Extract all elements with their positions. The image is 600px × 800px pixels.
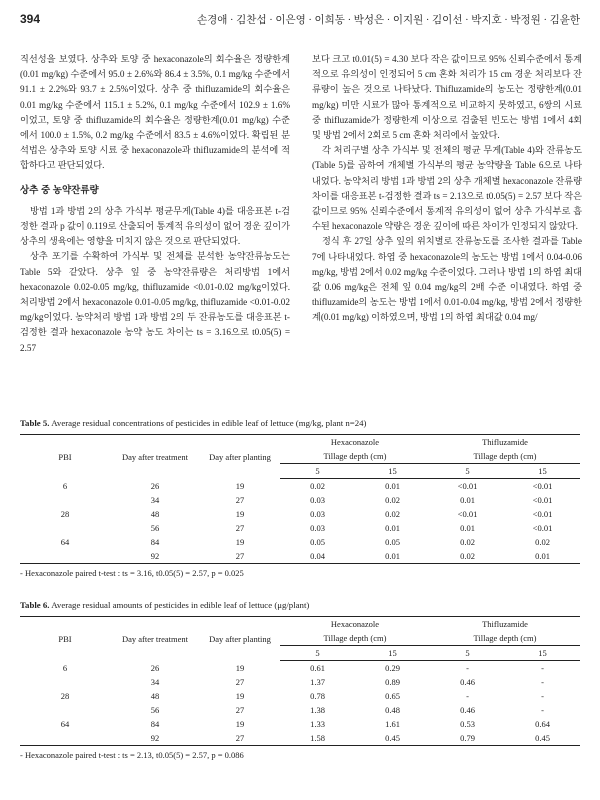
cell-hexa-5: 1.37 [310, 677, 325, 687]
cell-thif-5: 0.02 [460, 537, 475, 547]
header-tillage-depth: Tillage depth (cm) [280, 631, 430, 646]
cell-thif-5: 0.46 [460, 705, 475, 715]
cell-dap: 27 [235, 523, 245, 533]
cell-hexa-5: 0.04 [280, 549, 355, 564]
cell-hexa-5: 0.61 [310, 663, 325, 673]
cell-dat: 84 [150, 719, 160, 729]
header-depth-15: 15 [505, 646, 580, 661]
table6 [20, 616, 580, 746]
cell-thif-15: - [541, 663, 544, 673]
cell-dat: 26 [150, 480, 160, 491]
cell-dap: 27 [235, 677, 245, 687]
header-thifluzamide: Thifluzamide [430, 617, 580, 632]
cell-dap: 19 [235, 480, 245, 491]
cell-thif-15: - [541, 705, 544, 715]
cell-pbi: 28 [60, 509, 70, 519]
cell-pbi: 6 [62, 480, 68, 491]
section-heading: 상추 중 농약잔류량 [20, 184, 99, 196]
header-depth-15: 15 [355, 464, 430, 479]
header-day-after-planting: Day after planting [200, 617, 280, 661]
cell-dap: 19 [235, 719, 245, 729]
cell-hexa-5: 1.58 [280, 731, 355, 746]
cell-dat: 34 [150, 495, 160, 505]
table6-footnote: - Hexaconazole paired t-test : ts = 2.13, t0.05(5) = 2.57, p = 0.086 [20, 750, 244, 760]
cell-pbi [20, 675, 110, 689]
cell-thif-15: 0.64 [535, 719, 550, 729]
paragraph: 방법 1과 방법 2의 상추 가식부 평균무게(Table 4)를 대응표본 t-검정한 결과 p 값이 0.119로 산출되어 통계적 유의성이 없어 경운 깊이가 상추의 생육에는 영향을 미치지 않은 것으로 판단되었다. [20, 205, 290, 247]
header-depth-5: 5 [280, 646, 355, 661]
cell-dat: 92 [110, 731, 200, 746]
header-depth-5: 5 [430, 646, 505, 661]
cell-pbi: 6 [62, 662, 68, 673]
cell-hexa-15: 0.01 [355, 549, 430, 564]
table5-label: Table 5. [20, 418, 50, 428]
header-depth-15: 15 [505, 464, 580, 479]
cell-hexa-5: 1.38 [310, 705, 325, 715]
table5 [20, 434, 580, 564]
paragraph: 정식 후 27일 상추 잎의 위치별로 잔류농도를 조사한 결과를 Table 7에 나타내었다. 하엽 중 hexaconazole의 농도는 방법 1에서 0.04-0.06 mg/kg, 방법 2에서 0.02 mg/kg 수준이었다. 그러나 방법 1의 하엽 최대값 0.06 mg/kg은 전체 잎 0.04 mg/kg의 2배 수준 이내였다. 하엽 중 thifluzamide의 농도는 방법 1에서 0.01-0.04 mg/kg, 방법 2에서 정량한계(0.01 mg/kg) 이하였으며, 방법 1의 하엽 최대값 0.04 mg/ [312, 236, 582, 323]
header-hexaconazole: Hexaconazole [280, 617, 430, 632]
cell-dap: 27 [200, 549, 280, 564]
header-pbi: PBI [20, 617, 110, 661]
cell-dat: 26 [150, 662, 160, 673]
cell-dap: 27 [235, 705, 245, 715]
table6-caption [20, 600, 309, 610]
cell-dap: 27 [235, 495, 245, 505]
header-thifluzamide: Thifluzamide [430, 435, 580, 450]
header-pbi: PBI [20, 435, 110, 479]
cell-thif-15: - [541, 691, 544, 701]
cell-pbi: 64 [60, 719, 70, 729]
cell-hexa-5: 0.02 [310, 481, 325, 491]
cell-hexa-5: 1.33 [310, 719, 325, 729]
cell-dat: 92 [110, 549, 200, 564]
cell-dat: 56 [150, 523, 160, 533]
cell-hexa-15: 0.01 [385, 523, 400, 533]
cell-thif-5: 0.01 [460, 523, 475, 533]
cell-thif-15: <0.01 [532, 481, 553, 491]
cell-dat: 56 [150, 705, 160, 715]
table-row [20, 731, 580, 746]
header-depth-5: 5 [430, 464, 505, 479]
cell-pbi: 64 [60, 537, 70, 547]
cell-thif-15: <0.01 [532, 523, 553, 533]
cell-pbi [20, 549, 110, 564]
paragraph: 각 처리구별 상추 가식부 및 전체의 평균 무게(Table 4)와 잔류농도(Table 5)를 곱하여 개체별 가식부의 평균 농약량을 Table 6으로 나타내었다. 농약처리 방법 1과 방법 2의 상추 개체별 hexaconazole 잔류량 차이를 대응표본 t-검정한 결과 ts = 2.13으로 t0.05(5) = 2.57 보다 작은 값이므로 95% 신뢰수준에서 통계적 유의성이 없어 상추 가식부로 흡수된 hexaconazole 약량은 경운 깊이에 따른 차이가 인정되지 않았다. [312, 145, 582, 232]
cell-dap: 27 [200, 731, 280, 746]
cell-pbi: 28 [60, 691, 70, 701]
paragraph: 보다 크고 t0.01(5) = 4.30 보다 작은 값이므로 95% 신뢰수준에서 통계적으로 유의성이 인정되어 5 cm 혼화 처리가 15 cm 경운 처리보다 잔류량이 높은 것으로 나타났다. Thifluzamide의 농도는 정량한계(0.01 mg/kg) 미만 시료가 많아 통계적으로 비교하지 못하였고, 6쌍의 시료 중 thifluzamide가 정량한계 이상으로 검출된 빈도는 방법 1에서 4회 및 방법 2에서 2회로 5 cm 혼화 처리에서 높았다. [312, 54, 582, 141]
header-depth-5: 5 [280, 464, 355, 479]
table-row [20, 549, 580, 564]
table5-title: Average residual concentrations of pesticides in edible leaf of lettuce (mg/kg, plant n=24) [51, 418, 367, 428]
cell-pbi [20, 731, 110, 746]
table6-title: Average residual amounts of pesticides in edible leaf of lettuce (μg/plant) [51, 600, 310, 610]
page-number: 394 [20, 12, 41, 26]
header-tillage-depth: Tillage depth (cm) [430, 631, 580, 646]
cell-thif-5: - [466, 663, 469, 673]
page-header [20, 12, 580, 32]
table-row [20, 703, 580, 717]
table-row [20, 675, 580, 689]
cell-hexa-15: 1.61 [385, 719, 400, 729]
cell-thif-5: - [466, 691, 469, 701]
header-day-after-treatment: Day after treatment [110, 435, 200, 479]
table-row [20, 535, 580, 549]
cell-hexa-5: 0.05 [310, 537, 325, 547]
cell-dat: 84 [150, 537, 160, 547]
table-row [20, 661, 580, 676]
cell-hexa-5: 0.78 [310, 691, 325, 701]
right-column [312, 52, 582, 326]
cell-dap: 19 [235, 662, 245, 673]
cell-hexa-15: 0.48 [385, 705, 400, 715]
cell-pbi [20, 493, 110, 507]
cell-hexa-15: 0.65 [385, 691, 400, 701]
cell-thif-5: 0.53 [460, 719, 475, 729]
cell-thif-15: 0.45 [505, 731, 580, 746]
paragraph: 직선성을 보였다. 상추와 토양 중 hexaconazole의 회수율은 정량한계(0.01 mg/kg) 수준에서 95.0 ± 2.6%와 86.4 ± 3.5%, 0.1 mg/kg 수준에서 91.1 ± 2.2%와 93.7 ± 2.5%이었다. 상추 중 thifluzamide의 회수율은 0.01 mg/kg 수준에서 115.1 ± 5.2%, 0.1 mg/kg 수준에서 102.9 ± 1.6%이었고, 토양 중 thifluzamide의 회수율은 정량한계(0.01 mg/kg) 수준에서 100.0 ± 1.5%, 0.2 mg/kg 수준에서 83.5 ± 4.6%이었다. 확립된 분석법은 상추와 토양 시료 중 hexaconazole과 thifluzamide의 분석에 적합하다고 판단되었다. [20, 54, 290, 171]
cell-thif-5: 0.01 [460, 495, 475, 505]
cell-hexa-15: 0.29 [385, 663, 400, 673]
cell-hexa-15: 0.05 [385, 537, 400, 547]
header-depth-15: 15 [355, 646, 430, 661]
cell-thif-15: <0.01 [532, 509, 553, 519]
cell-hexa-15: 0.89 [385, 677, 400, 687]
cell-dat: 48 [150, 509, 160, 519]
cell-hexa-15: 0.01 [385, 481, 400, 491]
cell-thif-5: 0.79 [430, 731, 505, 746]
cell-hexa-15: 0.02 [385, 495, 400, 505]
cell-hexa-5: 0.03 [310, 495, 325, 505]
cell-dat: 48 [150, 691, 160, 701]
cell-dat: 34 [150, 677, 160, 687]
table-row [20, 507, 580, 521]
header-day-after-treatment: Day after treatment [110, 617, 200, 661]
table-row [20, 493, 580, 507]
table-row [20, 689, 580, 703]
header-hexaconazole: Hexaconazole [280, 435, 430, 450]
header-tillage-depth: Tillage depth (cm) [430, 449, 580, 464]
header-day-after-planting: Day after planting [200, 435, 280, 479]
table6-label: Table 6. [20, 600, 50, 610]
cell-thif-5: <0.01 [457, 481, 478, 491]
cell-thif-15: - [541, 677, 544, 687]
cell-dap: 19 [235, 691, 245, 701]
running-authors: 손경애 · 김찬섭 · 이은영 · 이희동 · 박성은 · 이지원 · 김이선 · 박지호 · 박정원 · 김윤한 [196, 15, 580, 26]
cell-dap: 19 [235, 537, 245, 547]
table-row [20, 521, 580, 535]
cell-thif-15: <0.01 [532, 495, 553, 505]
table5-footnote: - Hexaconazole paired t-test : ts = 3.16, t0.05(5) = 2.57, p = 0.025 [20, 568, 244, 578]
cell-thif-5: 0.46 [460, 677, 475, 687]
cell-hexa-5: 0.03 [310, 523, 325, 533]
cell-thif-5: <0.01 [457, 509, 478, 519]
cell-pbi [20, 703, 110, 717]
cell-dap: 19 [235, 509, 245, 519]
table-row [20, 479, 580, 494]
table5-caption [20, 418, 367, 428]
left-column [20, 52, 290, 356]
cell-hexa-15: 0.45 [355, 731, 430, 746]
cell-thif-5: 0.02 [430, 549, 505, 564]
header-tillage-depth: Tillage depth (cm) [280, 449, 430, 464]
paragraph: 상추 포기를 수확하여 가식부 및 전체를 분석한 농약잔류농도는 Table 5와 같았다. 상추 잎 중 농약잔류량은 처리방법 1에서 hexaconazole 0.02-0.05 mg/kg, thifluzamide <0.01-0.02 mg/kg이었다. 처리방법 2에서 hexaconazole 0.01-0.05 mg/kg, thifluzamide <0.01-0.02 mg/kg이었다. 농약처리 방법 1과 방법 2의 두 잔류농도를 대응표본 t-검정한 결과 hexaconazole 농약 농도 차이는 ts = 3.16으로 t0.05(5) = 2.57 [20, 251, 290, 353]
cell-hexa-15: 0.02 [385, 509, 400, 519]
cell-pbi [20, 521, 110, 535]
cell-thif-15: 0.02 [535, 537, 550, 547]
cell-thif-15: 0.01 [505, 549, 580, 564]
table-row [20, 717, 580, 731]
cell-hexa-5: 0.03 [310, 509, 325, 519]
